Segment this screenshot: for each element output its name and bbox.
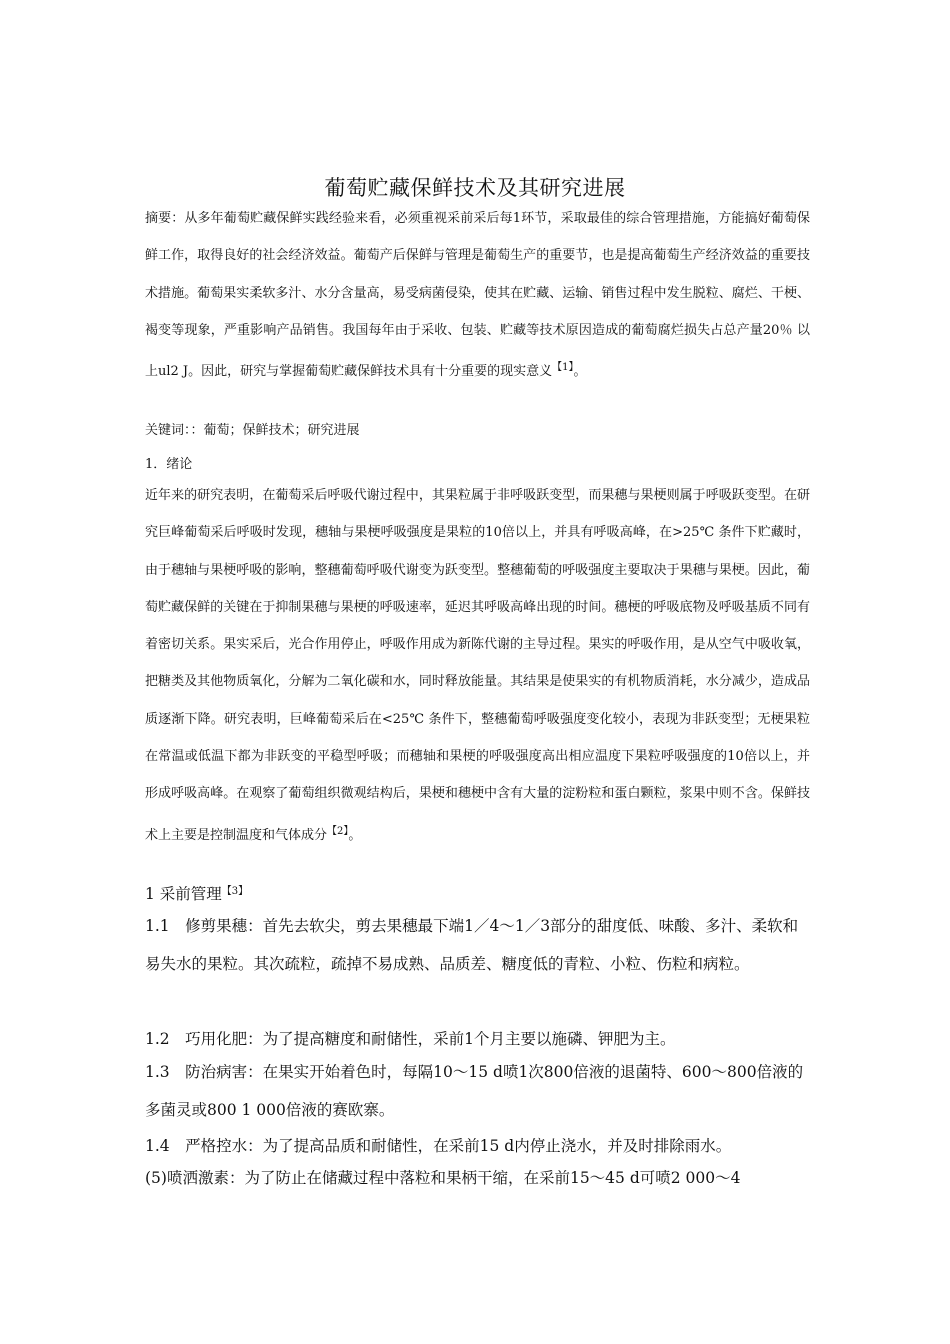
- section-1-4: 1.4 严格控水：为了提高品质和耐储性，在采前15 d内停止浇水，并及时排除雨水。: [145, 1137, 732, 1155]
- abstract-paragraph: [145, 200, 810, 390]
- abstract-end: 。: [573, 364, 587, 380]
- intro-paragraph: [145, 477, 810, 854]
- intro-text: 近年来的研究表明，在葡萄采后呼吸代谢过程中，其果粒属于非呼吸跃变型，而果穗与果梗则属于呼吸跃变型。在研究巨峰葡萄采后呼吸时发现，穗轴与果梗呼吸强度是果粒的10倍以上，并具有呼吸高峰，在>25℃ 条件下贮藏时，由于穗轴与果梗呼吸的影响，整穗葡萄呼吸代谢变为跃变型。整穗葡萄的呼吸强度主要取决于果穗与果梗。因此，葡萄贮藏保鲜的关键在于抑制果穗与果梗的呼吸速率，延迟其呼吸高峰出现的时间。穗梗的呼吸底物及呼吸基质不同有着密切关系。果实采后，光合作用停止，呼吸作用成为新陈代谢的主导过程。果实的呼吸作用，是从空气中吸收氧，把糖类及其他物质氧化，分解为二氧化碳和水，同时释放能量。其结果是使果实的有机物质消耗，水分减少，造成品质逐渐下降。研究表明，巨峰葡萄采后在<25℃ 条件下，整穗葡萄呼吸强度变化较小，表现为非跃变型；无梗果粒在常温或低温下都为非跃变的平稳型呼吸；而穗轴和果梗的呼吸强度高出相应温度下果粒呼吸强度的10倍以上，并形成呼吸高峰。在观察了葡萄组织微观结构后，果梗和穗梗中含有大量的淀粉粒和蛋白颗粒，浆果中则不含。保鲜技术上主要是控制温度和气体成分: [145, 488, 810, 843]
- section-1-1: 1.1 修剪果穗：首先去软尖，剪去果穗最下端1／4～1／3部分的甜度低、味酸、多汁、柔软和易失水的果粒。其次疏粒，疏掉不易成熟、品质差、糖度低的青粒、小粒、伤粒和病粒。: [145, 917, 799, 973]
- section-1-heading: [145, 882, 248, 904]
- section-1-5: (5)喷洒激素：为了防止在储藏过程中落粒和果柄干缩，在采前15～45 d可喷2 000～4: [145, 1169, 741, 1187]
- section-1-heading-text: 1 采前管理: [145, 885, 222, 903]
- section-1-3: 1.3 防治病害：在果实开始着色时，每隔10～15 d喷1次800倍液的退菌特、600～800倍液的多菌灵或800 1 000倍液的赛欧寨。: [145, 1063, 804, 1119]
- citation-3: 【3】: [221, 886, 249, 897]
- intro-heading: 1．绪论: [145, 457, 193, 472]
- citation-1: 【1】: [552, 362, 574, 374]
- intro-end: 。: [348, 827, 362, 843]
- keywords-line: 关键词：：葡萄；保鲜技术；研究进展: [145, 423, 360, 438]
- citation-2: 【2】: [327, 825, 349, 837]
- section-1-2: 1.2 巧用化肥：为了提高糖度和耐储性，采前1个月主要以施磷、钾肥为主。: [145, 1030, 676, 1048]
- document-title: 葡萄贮藏保鲜技术及其研究进展: [324, 176, 626, 200]
- abstract-text: 摘要：从多年葡萄贮藏保鲜实践经验来看，必须重视采前采后每1环节，采取最佳的综合管理措施，方能搞好葡萄保鲜工作，取得良好的社会经济效益。葡萄产后保鲜与管理是葡萄生产的重要节，也是提高葡萄生产经济效益的重要技术措施。葡萄果实柔软多汁、水分含量高，易受病菌侵染，使其在贮藏、运输、销售过程中发生脱粒、腐烂、干梗、褐变等现象，严重影响产品销售。我国每年由于采收、包装、贮藏等技术原因造成的葡萄腐烂损失占总产量20％ 以上ul2 J。因此，研究与掌握葡萄贮藏保鲜技术具有十分重要的现实意义: [145, 211, 810, 380]
